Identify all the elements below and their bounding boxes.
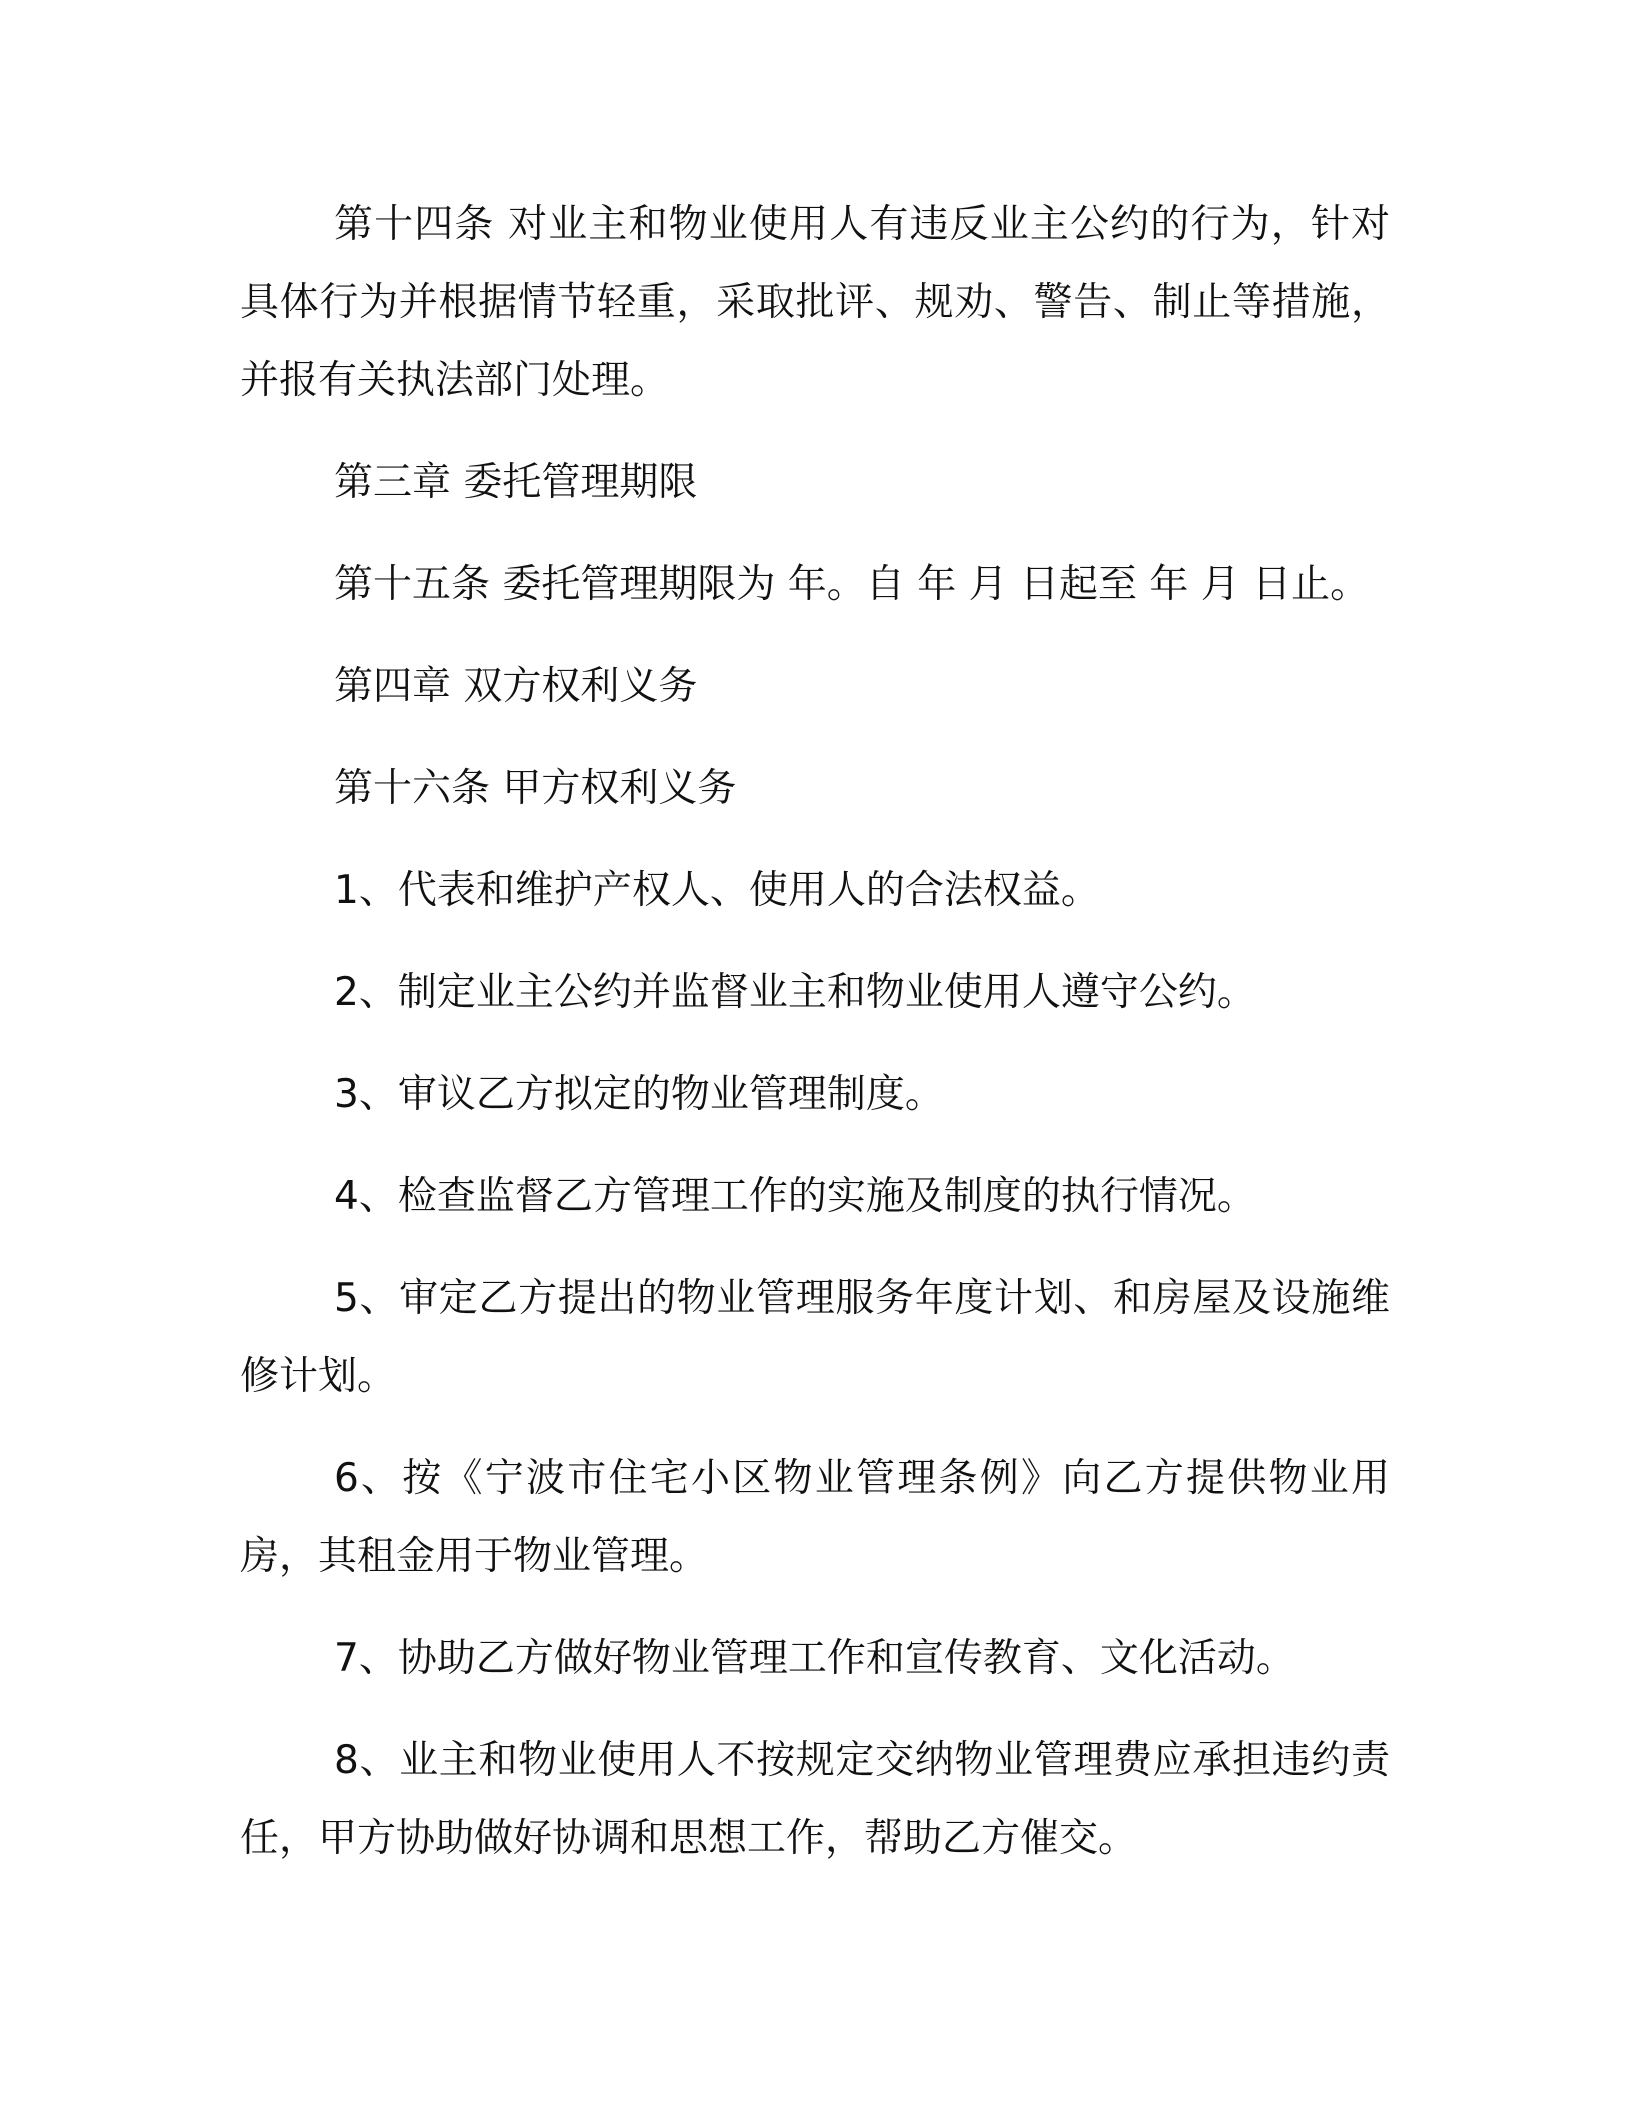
list-item-1: 1、代表和维护产权人、使用人的合法权益。 xyxy=(334,868,1100,913)
list-item-4: 4、检查监督乙方管理工作的实施及制度的执行情况。 xyxy=(334,1174,1256,1219)
list-item-7: 7、协助乙方做好物业管理工作和宣传教育、文化活动。 xyxy=(334,1636,1295,1681)
article-14: 第十四条 对业主和物业使用人有违反业主公约的行为，针对具体行为并根据情节轻重，采取批评、规劝、警告、制止等措施，并报有关执法部门处理。 xyxy=(240,202,1390,403)
document-body xyxy=(240,186,1390,1902)
article-15: 第十五条 委托管理期限为 年。自 年 月 日起至 年 月 日止。 xyxy=(334,562,1370,607)
chapter-3-heading: 第三章 委托管理期限 xyxy=(334,460,698,505)
article-16-heading: 第十六条 甲方权利义务 xyxy=(334,766,737,811)
list-item-8: 8、业主和物业使用人不按规定交纳物业管理费应承担违约责任，甲方协助做好协调和思想工作，帮助乙方催交。 xyxy=(240,1738,1390,1861)
list-item-3: 3、审议乙方拟定的物业管理制度。 xyxy=(334,1072,944,1117)
list-item-6: 6、按《宁波市住宅小区物业管理条例》向乙方提供物业用房，其租金用于物业管理。 xyxy=(240,1456,1390,1579)
chapter-4-heading: 第四章 双方权利义务 xyxy=(334,664,698,709)
list-item-5: 5、审定乙方提出的物业管理服务年度计划、和房屋及设施维修计划。 xyxy=(240,1276,1390,1399)
list-item-2: 2、制定业主公约并监督业主和物业使用人遵守公约。 xyxy=(334,970,1256,1015)
